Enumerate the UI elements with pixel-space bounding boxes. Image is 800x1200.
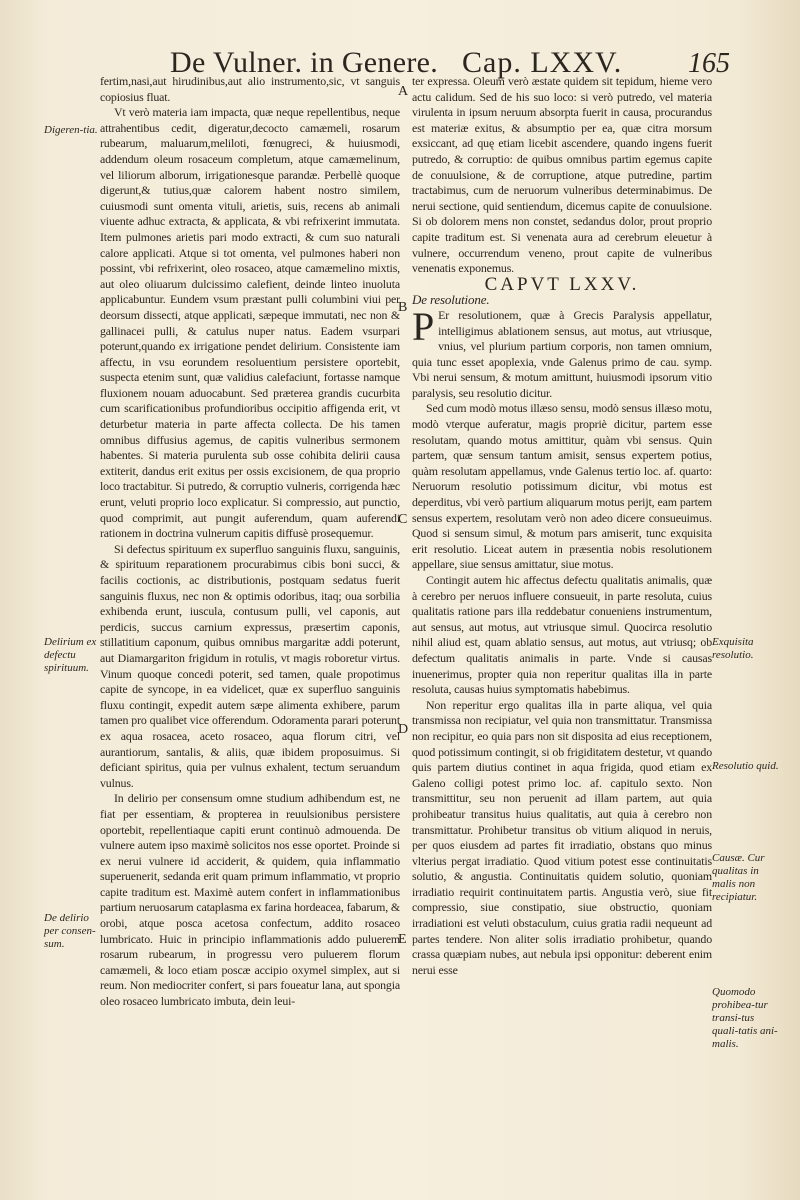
left-paragraph: Si defectus spirituum ex superfluo sanguinis fluxu, sanguinis, & spirituum reparationem procurabimus cibis boni succi, & facilis coctionis, ac distributionis, postquam sedatus fuerit sanguinis fluxus, nec non & optimis odoribus, itaq; oua sorbilia exhibenda erunt, iuscula, contusum pulli, vel caponis, aut perdicis, succus carnium expressus, præsertim caponis, stillatitium caponum, quibus omnibus margaritæ addi poterunt, aut Diamargariton frigidum in rotulis, vt magis roboretur virtus. Vinum quoque concedi poterit, sed tamen, quale propotimus capite de syncope, in ea videlicet, quæ ex superfluo sanguinis fluxu contingit, expedit autem sæpe alimenta exhibere, parum tamen pro qualibet vice offerendum. Odoramenta parari poterunt ex aqua rosacea, aceto rosaceo, aqua florum citri, vel aurantiorum, santalis, & aliis, quæ ibidem proposuimus. Si deficiant spiritus, quia per vulnus exhalent, tectum seruandum vulnus. bbox=[100, 541, 400, 790]
margin-note-exquisita: Exquisita resolutio. bbox=[712, 636, 754, 661]
right-paragraph bbox=[412, 303, 712, 402]
right-paragraph: Contingit autem hic affectus defectu qualitatis animalis, quæ à cerebro per neruos influere consueuit, in parte resoluta, cuius qualitatis ratione pars illa reddebatur conueniens instrumentum, aut sensus, aut motus, aut vtriusque simul. Quocirca resolutio nihil aliud est, quam ablatio sensus, aut motus, aut vtriusq; ob defectum qualitatis animalis in parte. Vnde si causas inuenerimus, propter quia non reperitur qualitas illa in parte resoluta, causas huius symptomatis habebimus. bbox=[412, 573, 712, 697]
section-letter-d: D bbox=[398, 722, 409, 737]
left-paragraph: fertim,nasi,aut hirudinibus,aut alio instrumento,sic, vt sanguis copiosius fluat. bbox=[100, 74, 400, 104]
running-title: De Vulner. in Genere. bbox=[170, 46, 439, 79]
margin-note-causae: Causæ. Cur qualitas in malis non recipiatur. bbox=[712, 852, 765, 903]
left-column bbox=[100, 74, 400, 1010]
right-paragraph-text: Er resolutionem, quæ à Grecis Paralysis appellatur, intelligimus ablationem sensus, aut motus, aut vtriusque, vnius, vel plurium partium corporis, non tamen omnium, quia tunc esset apoplexia, vnde Galenus primo de cau. symp. Vbi nerui sensum, & motum amittunt, huiusmodi ipsorum vitio paralysis, seu resolutio dicitur. bbox=[412, 307, 712, 400]
right-paragraph: Sed cum modò motus illæso sensu, modò sensus illæso motu, modò vterque auferatur, magis propriè dicitur, partem esse resolutam, quando motus amittitur, quàm vbi sensus. Quin partem, quæ sensum tantum amisit, sensus expertem potius, quàm resolutam appellamus, vnde Galenus tertio loc. af. quarto: Neruorum resolutio potissimum dicitur, vbi motus est deperditus, vbi verò partium aliquarum motus perijt, eam partem sensus expertem, resolutam verò non adeo dicere consueuimus. Quod si sensum simul, & motum pars amiserit, tunc exquisita erit resolutio. Liceat autem in præsentia nobis resolutionem appellare, siue sensus amittatur, siue motus. bbox=[412, 401, 712, 572]
left-paragraph: Vt verò materia iam impacta, quæ neque repellentibus, neque attrahentibus cedit, digeratur,decocto camæmeli, rosarum rubearum, maluarum,meliloti, fœnugreci, & huiusmodi, addendum oleum rosaceum completum, atque camæmelinum, vel liliorum alborum, irrigationesque parandæ. Perbellè quoque digerunt,& tutius,quæ calorem habent nostro similem, cuiusmodi sunt omenta vituli, arietis, suis, recens ab animali viuente adhuc extracta, & applicata, & vbi refrixerint immutata. Item pulmones arietis pari modo extracti, & cum suo naturali calore applicati. Atque si tot omenta, vel pulmones haberi non possint, vbi refrixerint, oleo rosaceo, atque camæmelino mixtis, aut oleo oliuarum dulcissimo calefient, deinde linteo inuoluta applicabuntur. Eundem vsum præstant pulli columbini viui per deorsum dissecti, atque applicati, sæpeque immutati, nec non & gallinacei pulli, & catulus nuper natus. Eadem vsurpari poterunt,quando ex irrigatione pendet delirium. Consistente iam affectu, in vsu eorundem resoluentium persistere oportebit, suspecta etenim sunt, quæ validius calefaciunt, fortasse namque fluxionem nouam aduocabunt. Sed præterea grandis cucurbita cum scarificationibus profundioribus occipitio affigenda erit, vt deturbetur materia in parte affecta collecta. De his tamen omnibus diffusius agemus, de capitis vulneribus sermonem habentes. Si materia purulenta sub osse cohibita delirii causa extiterit, dandus erit exitus per ossis excisionem, de qua proprio loco tractabitur. Si putredo, & corruptio vulneris, corrigenda hæc erunt, veluti proprio loco explicatur. Si compressio, aut punctio, quod comprimit, aut pungit auferendum, quam auferendi rationem in doctrina vulnerum capitis diffusè prosequemur. bbox=[100, 105, 400, 541]
margin-note-delirio-consensum: De delirio per consen-sum. bbox=[44, 912, 96, 950]
caput-subtitle: De resolutione. bbox=[412, 292, 490, 308]
section-letter-b: B bbox=[398, 300, 408, 315]
chapter-heading: Cap. LXXV. bbox=[462, 46, 623, 79]
caput-title: CAPVT LXXV. bbox=[484, 273, 640, 295]
margin-note-digerentia: Digeren-tia. bbox=[44, 124, 98, 136]
margin-note-resolutio-quid: Resolutio quid. bbox=[712, 760, 779, 772]
margin-note-delirium-defectu: Delirium ex defectu spirituum. bbox=[44, 636, 97, 674]
drop-capital: P bbox=[412, 303, 435, 349]
right-column bbox=[412, 74, 712, 978]
right-paragraph: Non reperitur ergo qualitas illa in parte aliqua, vel quia transmissa non recipiatur, vel quia non transmittatur. Transmissa non recipitur, eo quia pars non sit disposita ad eius receptionem, quod potissimum contingit, si ob frigiditatem destetur, vt quando quis partem diutius continet in aqua frigida, quod etiam ex Galeno colligi potest primo loc. af. capitulo sexto. Non transmittitur, seu non peruenit ad illam partem, aut quia prohibeatur transitus huius qualitatis, aut quia à cerebro non transmittatur. Prohibetur transitus ob vitium aliquod in neruis, per quos eiusdem ad partes fit irradiatio, obstans quo minus vlterius pergat irradiatio. Quod vitium potest esse continuitatis solutio, & angustia. Continuitatis quidem solutio, quoniam irradiatio requirit continuitatem partis. Angustia verò, siue fit compressio, siue constipatio, siue obstructio, quoniam irradiationi est veluti obstaculum, cuius gratia radii nequeunt ad partes tendere. Non aliter solis irradiatio prohibetur, quando crassa quæpiam nubes, aut nebula ipsi opponitur: deberent enim nerui esse bbox=[412, 697, 712, 977]
right-paragraph: ter expressa. Oleum verò æstate quidem sit tepidum, hieme vero actu calidum. Sed de his suo loco: si verò putredo, vel materia virulenta in ipsum neruum absorpta fuerit in causa, procurandus est materiæ exitus, & absumptio per ea, quæ citra morsum exsiccant, ad quę etiam licebit ascendere, quando ingens fuerit putredo, & corruptio: de quibus omnibus partim egemus capite de conuulsione, & de corruptione, atque putredine, partim tractabimus, cum de neruorum vulneribus determinabimus. De nerui sectione, quid sentiendum, dicemus capite de conuulsione. Si ob dolorem mens non constet, sedandus dolor, prout proprio capite traditum est. Si venenata aura ad cerebrum eleuetur à vulnere, occurrendum veneno, prout capite de vulneribus venenatis exponemus. bbox=[412, 74, 712, 276]
section-letter-e: E bbox=[398, 932, 407, 947]
section-letter-a: A bbox=[398, 84, 409, 99]
section-letter-c: C bbox=[398, 512, 408, 527]
page-number: 165 bbox=[688, 48, 730, 79]
margin-note-quomodo: Quomodo prohibea-tur transi-tus quali-tatis ani-malis. bbox=[712, 986, 778, 1050]
left-paragraph: In delirio per consensum omne studium adhibendum est, ne fiat per essentiam, & propterea in reuulsionibus persistere oportebit, repellentiaque capiti erunt continuò admouenda. De vulnere autem ipso maximè solicitos nos esse oportet. Proinde si ex nerui vulnere id acciderit, & quidem, quia inflammatio superuenerit, sedanda erit quam primum inflammatio, vt proprio capite traditum est. Maximè autem confert in inflammationibus partium neruosarum cataplasma ex farina hordeacea, fabarum, & orobi, atque posca acetosa confectum, addito rosaceo lumbricato. Huic in principio inflammationis addo puluerem rosarum rubearum, in progressu vero puluerem florum camæmeli, & loco etiam poscæ accipio oxymel simplex, aut si reum. Non mediocriter confert, si pars foueatur lana, aut spongia oleo rosaceo lumbricato imbuta, dein leui- bbox=[100, 791, 400, 1009]
